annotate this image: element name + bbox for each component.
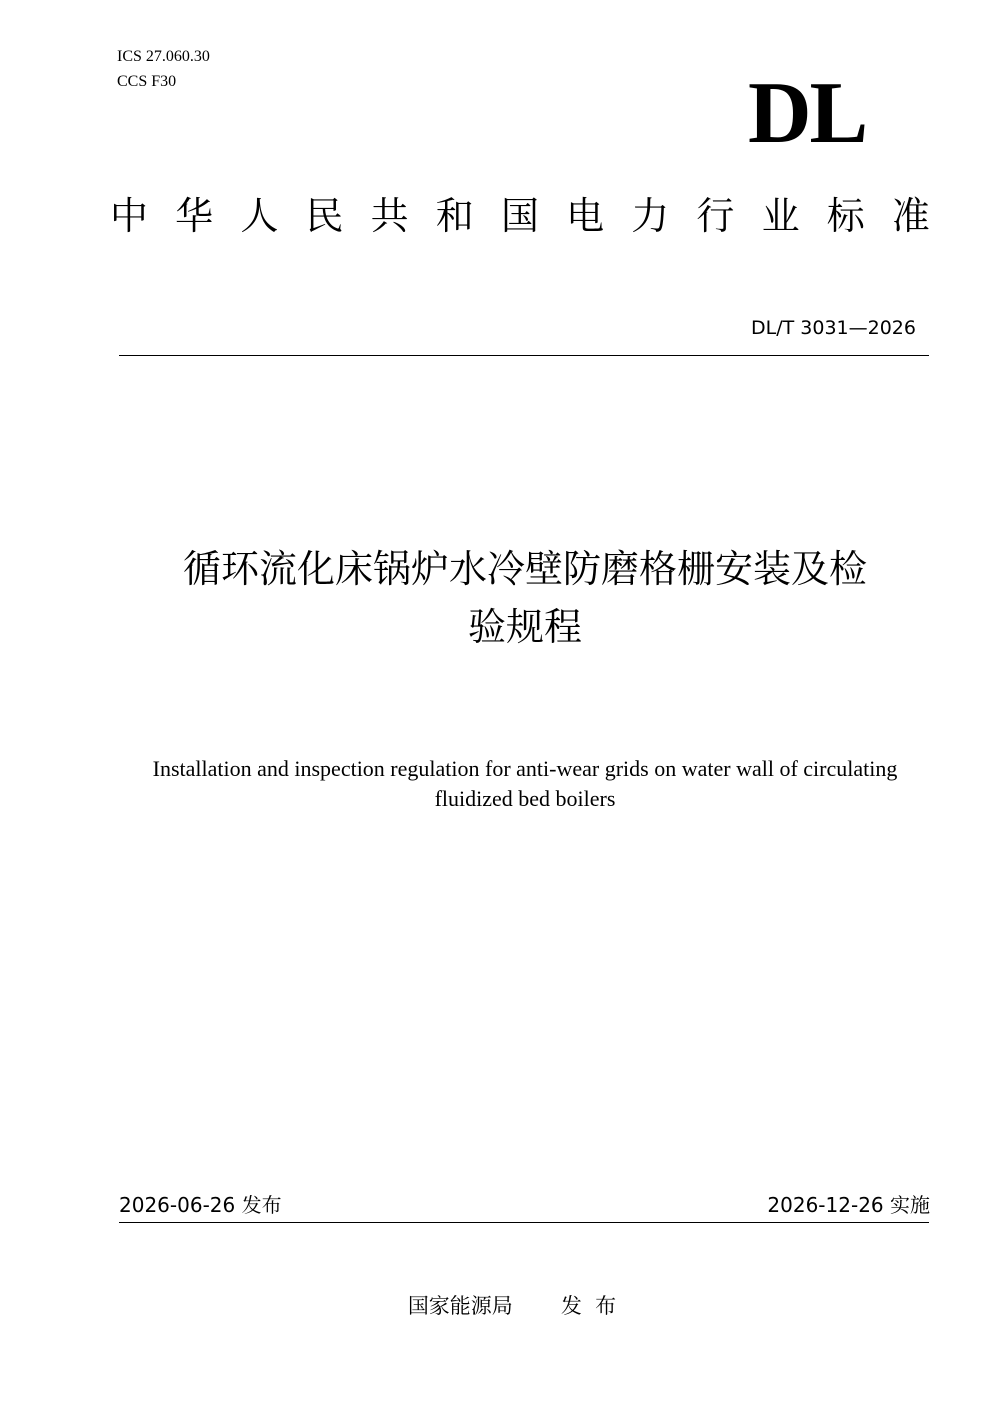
title-english-line-2: fluidized bed boilers bbox=[434, 786, 616, 811]
standard-type-char: 行 bbox=[696, 194, 735, 238]
footer-divider bbox=[119, 1222, 929, 1223]
issuing-authority bbox=[300, 1290, 724, 1322]
standard-type-char: 民 bbox=[305, 194, 344, 238]
issuer-name: 国家能源局 bbox=[407, 1294, 513, 1318]
standard-type-char: 电 bbox=[566, 194, 605, 238]
standard-type-char: 人 bbox=[240, 194, 279, 238]
title-chinese-line-1: 循环流化床锅炉水冷壁防磨格栅安装及检 bbox=[182, 547, 867, 591]
ics-code: ICS 27.060.30 bbox=[117, 48, 210, 65]
standard-type-char: 华 bbox=[175, 194, 214, 238]
header-divider bbox=[119, 355, 929, 356]
title-english-line-1: Installation and inspection regulation for anti-wear grids on water wall of circulating bbox=[152, 756, 898, 781]
publish-date: 2026-06-26 发布 bbox=[119, 1193, 282, 1217]
standard-type-char: 标 bbox=[826, 194, 865, 238]
standard-type-heading bbox=[110, 188, 930, 244]
dl-logo: DL bbox=[748, 65, 867, 162]
standard-type-char: 中 bbox=[110, 194, 149, 238]
document-title-english bbox=[110, 754, 940, 814]
standard-type-char: 业 bbox=[761, 194, 800, 238]
standard-type-char: 国 bbox=[500, 194, 539, 238]
title-chinese-line-2: 验规程 bbox=[467, 605, 582, 649]
standard-type-char: 准 bbox=[891, 194, 930, 238]
document-title-chinese bbox=[110, 540, 940, 656]
standard-type-char: 和 bbox=[435, 194, 474, 238]
standard-number: DL/T 3031—2026 bbox=[751, 317, 916, 339]
issuer-action: 发 布 bbox=[560, 1294, 617, 1318]
ccs-code: CCS F30 bbox=[117, 73, 177, 90]
standard-type-char: 力 bbox=[631, 194, 670, 238]
implement-date: 2026-12-26 实施 bbox=[767, 1193, 930, 1217]
standard-type-char: 共 bbox=[370, 194, 409, 238]
